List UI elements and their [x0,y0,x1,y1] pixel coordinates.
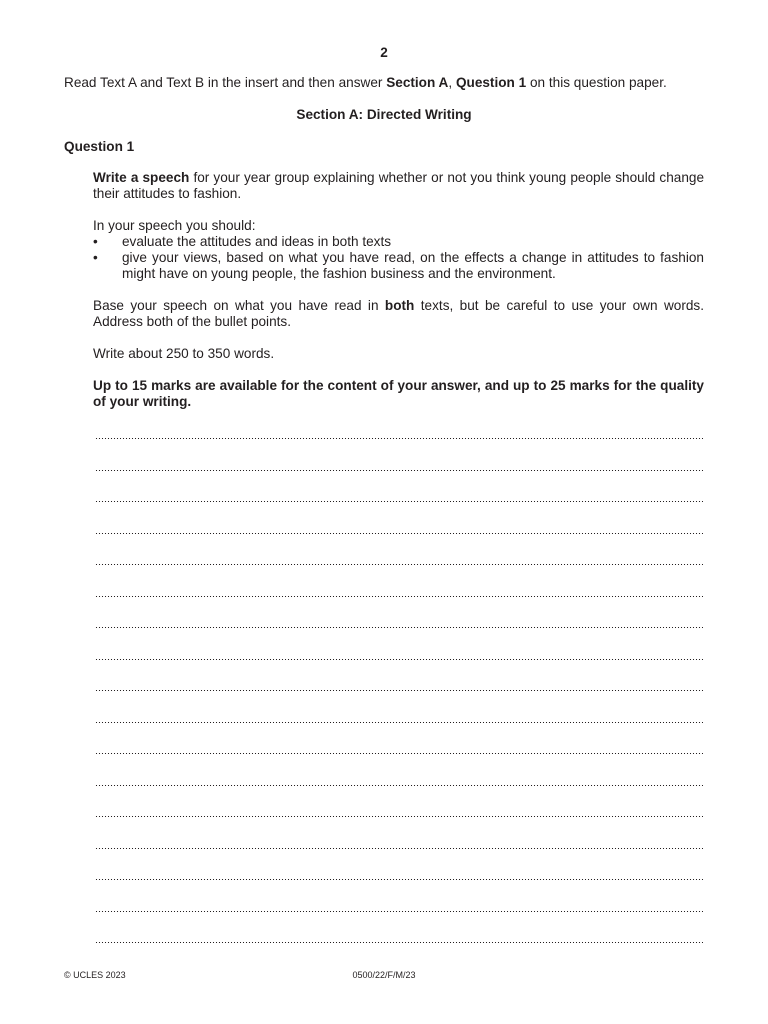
task-statement [93,170,704,202]
task-text: for your year group explaining whether or not you think young people should change their attitudes to fashion. [93,170,705,201]
answer-line[interactable] [95,879,703,880]
instruction-question-ref: Question 1 [455,75,527,90]
answer-line[interactable] [95,501,703,502]
copyright-footer: © UCLES 2023 [64,970,126,980]
bullet-item [93,250,704,282]
bullet-list [93,234,704,282]
base-post: texts, but be careful to use your own words. Address both of the bullet points. [93,298,704,329]
answer-line[interactable] [95,690,703,691]
answer-line[interactable] [95,564,703,565]
instruction-pre: Read Text A and Text B in the insert and then answer [64,75,387,90]
base-instruction [93,298,704,330]
speech-intro: In your speech you should: [93,218,256,233]
section-title: Section A: Directed Writing [296,107,472,122]
bullet-icon: • [93,250,98,265]
answer-line[interactable] [95,785,703,786]
answer-line[interactable] [95,911,703,912]
instruction-post: on this question paper. [526,75,667,90]
base-pre: Base your speech on what you have read in [93,298,385,313]
marks-note: Up to 15 marks are available for the content of your answer, and up to 25 marks for the quality of your writing. [93,378,704,409]
instruction-section-ref: Section A [386,75,449,90]
answer-line[interactable] [95,438,703,439]
answer-line[interactable] [95,596,703,597]
question-label: Question 1 [64,139,135,154]
word-count-instruction: Write about 250 to 350 words. [93,346,275,361]
answer-area[interactable] [95,438,703,974]
paper-code-footer: 0500/22/F/M/23 [352,970,416,980]
answer-line[interactable] [95,722,703,723]
question-body [93,170,704,426]
bullet-icon: • [93,234,98,249]
bullet-item [93,234,704,250]
task-bold: Write a speech [93,170,190,185]
answer-line[interactable] [95,848,703,849]
answer-line[interactable] [95,659,703,660]
base-bold: both [384,298,415,313]
answer-line[interactable] [95,753,703,754]
instruction-separator: , [448,75,456,90]
bullet-text: evaluate the attitudes and ideas in both texts [122,234,392,249]
instruction-text [64,75,704,91]
answer-line[interactable] [95,942,703,943]
answer-line[interactable] [95,470,703,471]
answer-line[interactable] [95,627,703,628]
answer-line[interactable] [95,533,703,534]
page-number: 2 [380,45,388,60]
bullet-text: give your views, based on what you have read, on the effects a change in attitudes to fashion might have on young people, the fashion business and the environment. [122,250,704,281]
answer-line[interactable] [95,816,703,817]
